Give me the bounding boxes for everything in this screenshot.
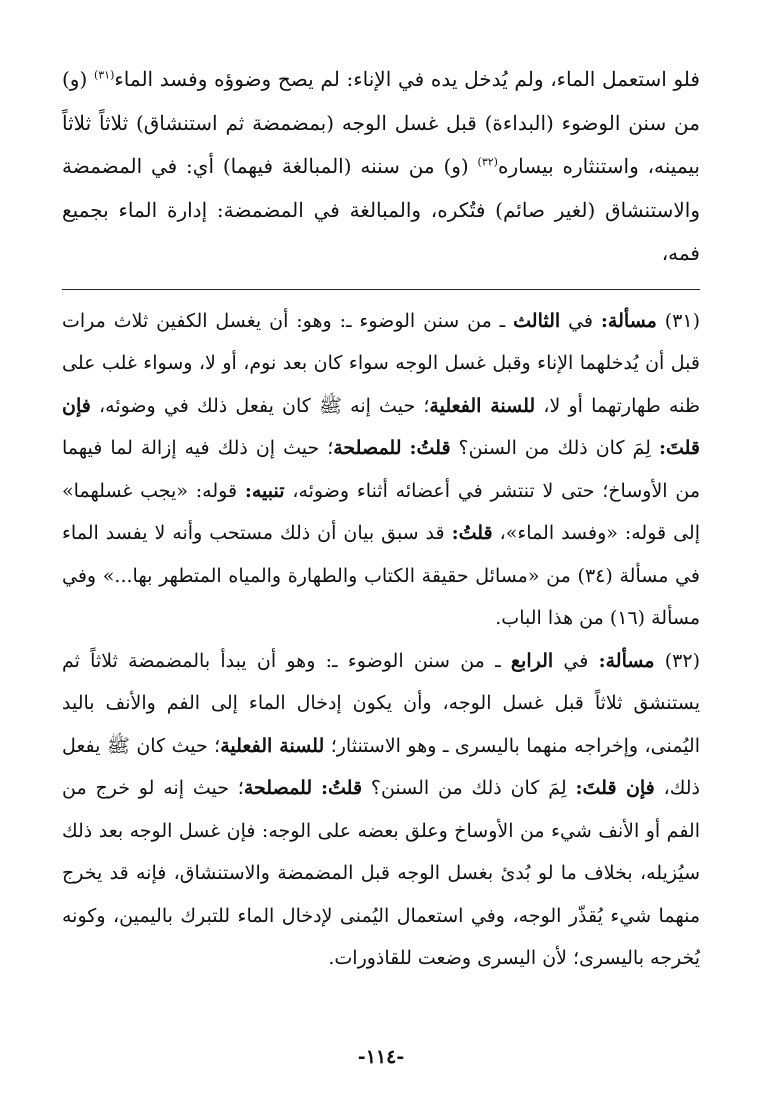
footnote-32-benefit: للمصلحة	[243, 777, 313, 799]
footnote-31-benefit: للمصلحة	[333, 437, 402, 459]
footnote-31-keyword: الثالث	[513, 309, 561, 332]
main-text-part-1: فلو استعمل الماء، ولم يُدخل يده في الإناء: لم يصح وضوؤه وفسد الماء	[114, 67, 700, 91]
footnote-31-number: (٣١)	[664, 309, 700, 332]
footnote-31-i-said: قلتُ:	[409, 437, 451, 459]
footnote-32-keyword: الرابع	[510, 649, 554, 672]
footnote-31	[62, 300, 700, 640]
footnote-32-text: لِمَ كان ذلك من السنن؟	[362, 777, 576, 799]
footnote-32	[62, 640, 700, 980]
main-text-part-2: (و) من سنن الوضوء (البداءة) قبل غسل الوجه (بمضمضة ثم استنشاق) ثلاثاً ثلاثاً بيمينه، واستنثاره بيساره	[62, 67, 700, 178]
page-number: -١١٤-	[357, 1046, 405, 1068]
footnote-32-text: ؛ حيث كان ﷺ يفعل ذلك،	[62, 734, 700, 799]
main-text	[62, 58, 700, 276]
footnote-31-text: ؛ حيث إنه ﷺ كان يفعل ذلك في وضوئه،	[90, 394, 430, 417]
footnote-31-evidence: للسنة الفعلية	[429, 394, 536, 417]
footnote-32-text: ؛ حيث إنه لو خرج من الفم أو الأنف شيء من الأوساخ وعلق بعضه على الوجه: فإن غسل الوجه بعد ذلك سيُزيله، بخلاف ما لو بُدئ بغسل الوجه قبل المضمضة والاستنشاق، فإنه قد يخرج منهما شيء يُقذّر الوجه، وفي استعمال اليُمنى لإدخال الماء للتبرك باليمين، وكونه يُخرجه باليسرى؛ لأن اليسرى وضعت للقاذورات.	[62, 777, 701, 969]
footnote-32-number: (٣٢)	[664, 649, 700, 672]
footnote-divider	[62, 289, 700, 290]
footnote-31-text: ـ من سنن الوضوء ـ: وهو: أن يغسل الكفين ثلاث مرات قبل أن يُدخلهما الإناء وقبل غسل الوجه سواء كان بعد نوم، أو لا، وسواء غلب على ظنه طهارتهما أو لا،	[62, 309, 700, 417]
footnote-31-text	[402, 437, 410, 459]
footnote-32-text: ـ من سنن الوضوء ـ: وهو أن يبدأ بالمضمضة ثلاثاً ثم يستنشق ثلاثاً قبل غسل الوجه، وأن يكون إدخال الماء إلى الفم والأنف باليد اليُمنى، وإخراجه منهما باليسرى ـ وهو الاستنثار؛	[62, 649, 700, 757]
footnote-32-i-said: قلتُ:	[320, 777, 363, 799]
main-text-part-3: (و) من سننه (المبالغة فيهما) أي: في المضمضة والاستنشاق (لغير صائم) فتُكره، والمبالغة في المضمضة: إدارة الماء بجميع فمه،	[62, 154, 700, 265]
footnote-ref-32[interactable]: (٣٢)	[477, 155, 498, 169]
footnote-31-text: قد سبق بيان أن ذلك مستحب وأنه لا يفسد الماء في مسألة (٣٤) من «مسائل حقيقة الكتاب والطهارة والمياه المتطهر بها...» وفي مسألة (١٦) من هذا الباب.	[62, 522, 700, 629]
footnote-32-text	[312, 777, 321, 799]
footnote-31-notice: تنبيه:	[244, 479, 285, 502]
footnote-31-text: لِمَ كان ذلك من السنن؟	[450, 437, 659, 459]
footnote-ref-31[interactable]: (٣١)	[93, 68, 115, 82]
footnote-31-if-said: فإن قلتَ:	[62, 394, 700, 459]
footnote-32-evidence: للسنة الفعلية	[220, 734, 325, 757]
footnote-31-text: قوله: «يجب غسلهما» إلى قوله: «وفسد الماء»،	[62, 479, 700, 544]
footnote-31-i-said-2: قلتُ:	[451, 522, 493, 544]
footnote-31-text: ؛ حيث إن ذلك فيه إزالة لما فيهما من الأوساخ؛ حتى لا تنتشر في أعضائه أثناء وضوئه،	[62, 437, 700, 502]
footnote-31-text: في	[560, 309, 601, 332]
footnote-32-if-said: فإن قلتَ:	[575, 777, 655, 799]
footnote-32-label: مسألة:	[598, 649, 655, 672]
footnote-31-label: مسألة:	[600, 309, 657, 332]
footnote-32-text: في	[553, 649, 599, 672]
